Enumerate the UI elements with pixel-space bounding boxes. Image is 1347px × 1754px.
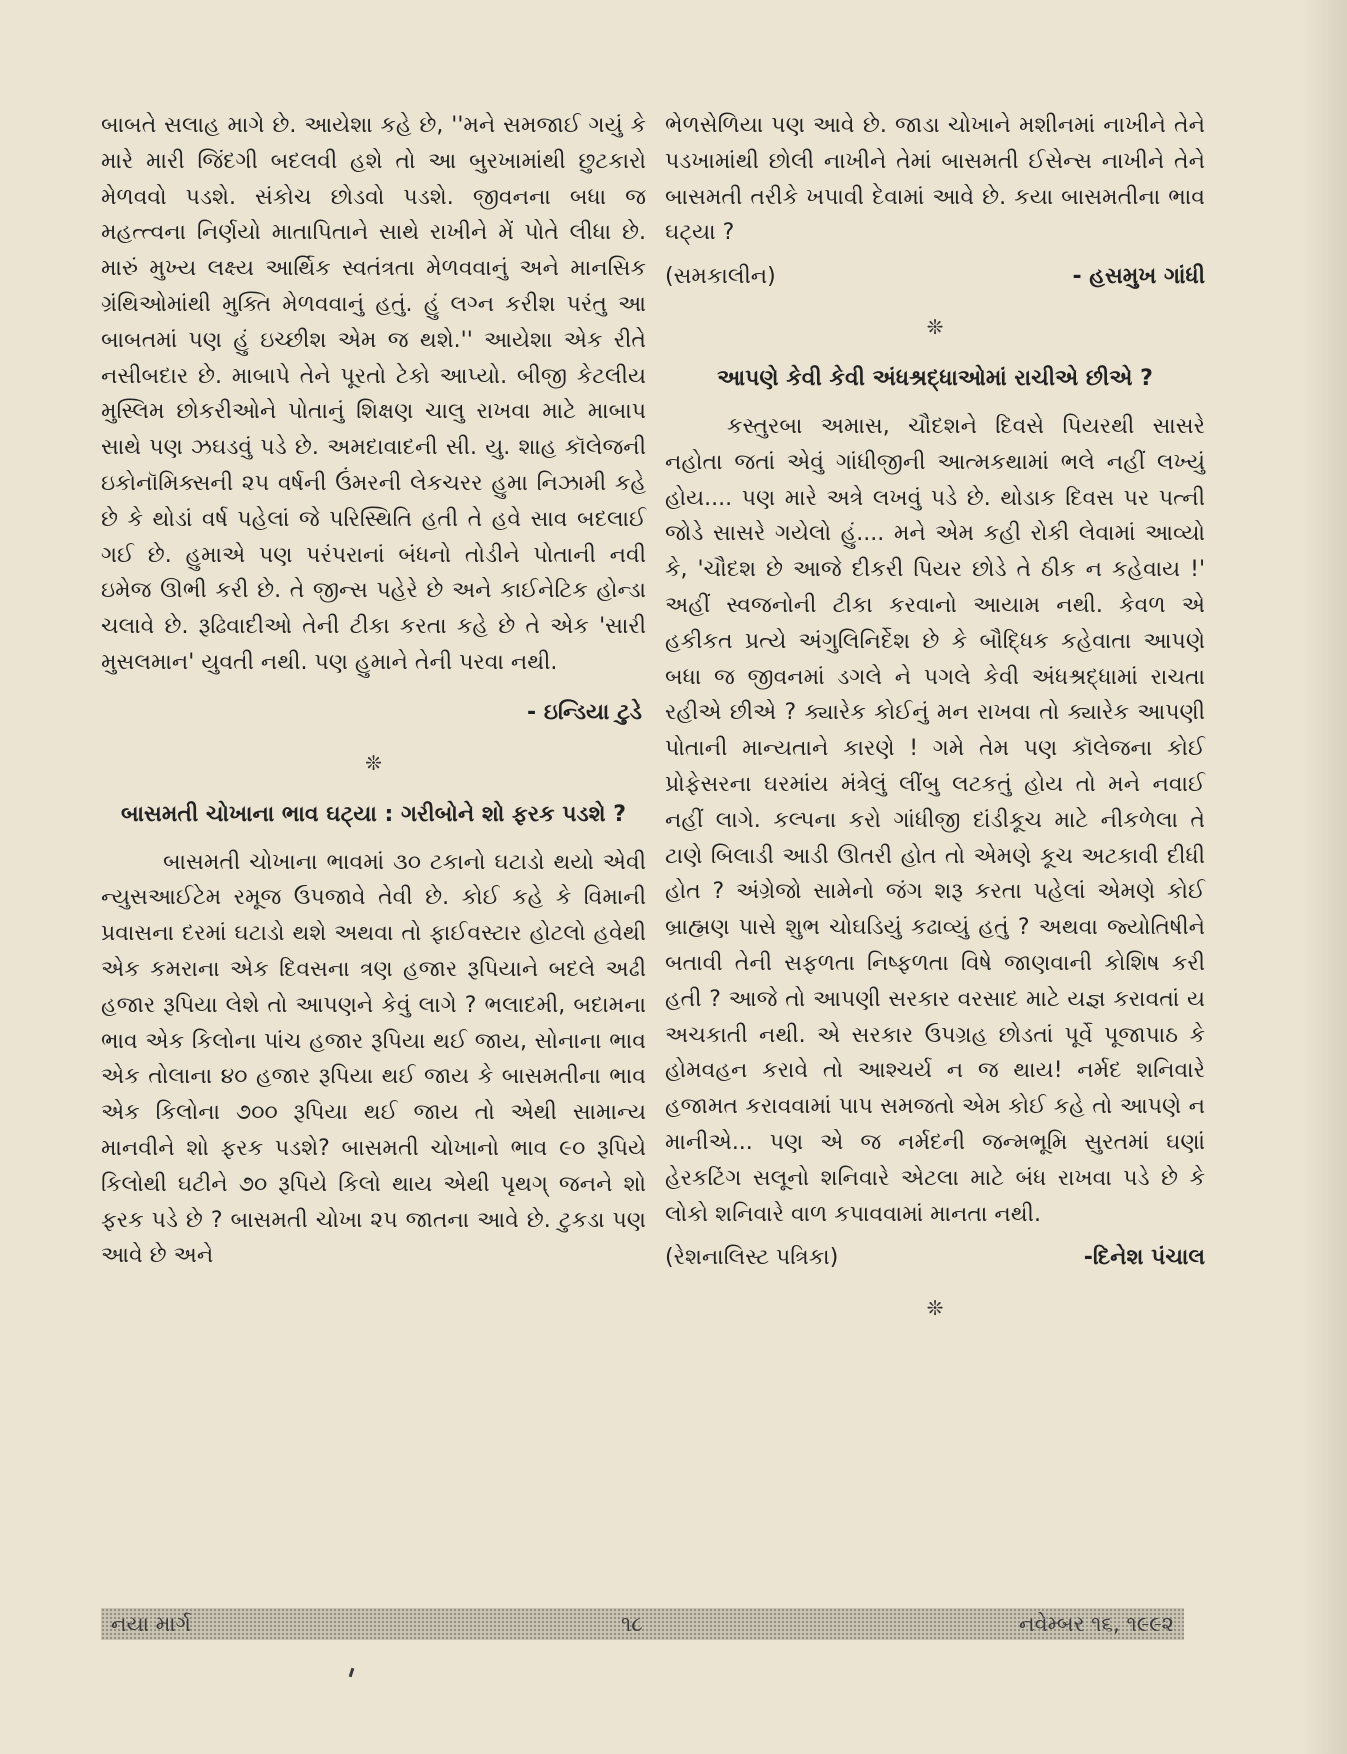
article-credit-row xyxy=(665,1240,1205,1276)
section-separator-icon: ❊ xyxy=(926,1296,944,1321)
article-paragraph: ભેળસેળિયા પણ આવે છે. જાડા ચોખાને મશીનમાં નાખીને તેને પડખામાંથી છોલી નાખીને તેમાં બાસમતી ઈસેન્સ નાખીને તેને બાસમતી તરીકે ખપાવી દેવામાં આવે છે. કયા બાસમતીના ભાવ ઘટ્યા ? xyxy=(665,113,1205,246)
article-paragraph: કસ્તુરબા અમાસ, ચૌદશને દિવસે પિયરથી સાસરે નહોતા જતાં એવું ગાંધીજીની આત્મકથામાં ભલે નહીં લખ્યું હોય.... પણ મારે અત્રે લખવું પડે છે. થોડાક દિવસ પર પત્ની જોડે સાસરે ગયેલો હું.... મને એમ કહી રોકી લેવામાં આવ્યો કે, 'ચૌદશ છે આજે દીકરી પિયર છોડે તે ઠીક ન કહેવાય !' અહીં સ્વજનોની ટીકા કરવાનો આયામ નથી. કેવળ એ હકીકત પ્રત્યે અંગુલિનિર્દેશ છે કે બૌદ્ધિક કહેવાતા આપણે બધા જ જીવનમાં ડગલે ને પગલે કેવી અંધશ્રદ્ધામાં રાચતા રહીએ છીએ ? ક્યારેક કોઈનું મન રાખવા તો ક્યારેક આપણી પોતાની માન્યતાને કારણે ! ગમે તેમ પણ કૉલેજના કોઈ પ્રોફેસરના ઘરમાંય મંત્રેલું લીંબુ લટકતું હોય તો મને નવાઈ નહીં લાગે. કલ્પના કરો ગાંધીજી દાંડીકૂચ માટે નીકળેલા તે ટાણે બિલાડી આડી ઊતરી હોત તો એમણે કૂચ અટકાવી દીધી હોત ? અંગ્રેજો સામેનો જંગ શરૂ કરતા પહેલાં એમણે કોઈ બ્રાહ્મણ પાસે શુભ ચોઘડિયું કઢાવ્યું હતું ? અથવા જ્યોતિષીને બતાવી તેની સફળતા નિષ્ફળતા વિષે જાણવાની કોશિષ કરી હતી ? આજે તો આપણી સરકાર વરસાદ માટે યજ્ઞ કરાવતાં ય અચકાતી નથી. એ સરકાર ઉપગ્રહ છોડતાં પૂર્વે પૂજાપાઠ કે હોમવહન કરાવે તો આશ્ચર્ય ન જ થાય! નર્મદ શનિવારે હજામત કરાવવામાં પાપ સમજતો એમ કોઈ કહે તો આપણે ન માનીએ... પણ એ જ નર્મદની જન્મભૂમિ સુરતમાં ઘણાં હેરકટિંગ સલૂનો શનિવારે એટલા માટે બંધ રાખવા પડે છે કે લોકો શનિવારે વાળ કપાવવામાં માનતા નથી. xyxy=(665,413,1205,1227)
article-source: (રેશનાલિસ્ટ પત્રિકા) xyxy=(665,1245,839,1271)
article-source: (સમકાલીન) xyxy=(665,264,776,290)
article-author: - હસમુખ ગાંધી xyxy=(1072,264,1205,290)
page-footer xyxy=(101,1608,1184,1640)
ink-mark xyxy=(349,1668,355,1677)
left-column xyxy=(101,108,646,1274)
page-number: ૧૮ xyxy=(621,1612,643,1636)
section-separator-icon: ❊ xyxy=(365,750,382,775)
article-paragraph: બાસમતી ચોખાના ભાવમાં ૩૦ ટકાનો ઘટાડો થયો એવી ન્યુસઆઈટેમ રમૂજ ઉપજાવે તેવી છે. કોઈ કહે કે વિમાની પ્રવાસના દરમાં ઘટાડો થશે અથવા તો ફાઈવસ્ટાર હોટલો હવેથી એક કમરાના એક દિવસના ત્રણ હજાર રૂપિયાને બદલે અઢી હજાર રૂપિયા લેશે તો આપણને કેવું લાગે ? ભલાદમી, બદામના ભાવ એક કિલોના પાંચ હજાર રૂપિયા થઈ જાય, સોનાના ભાવ એક તોલાના ૪૦ હજાર રૂપિયા થઈ જાય કે બાસમતીના ભાવ એક કિલોના ૭૦૦ રૂપિયા થઈ જાય તો એથી સામાન્ય માનવીને શો ફરક પડશે? બાસમતી ચોખાનો ભાવ ૯૦ રૂપિયે કિલોથી ઘટીને ૭૦ રૂપિયે કિલો થાય એથી પૃથગ્ જનને શો ફરક પડે છે ? બાસમતી ચોખા ૨૫ જાતના આવે છે. ટુકડા પણ આવે છે અને xyxy=(101,849,646,1269)
article-credit-row xyxy=(665,259,1205,295)
article-credit: - ઇન્ડિયા ટુડે xyxy=(527,699,642,725)
article-heading: બાસમતી ચોખાના ભાવ ઘટ્યા : ગરીબોને શો ફરક પડશે ? xyxy=(120,801,627,827)
issue-date: નવેમ્બર ૧૬, ૧૯૯૨ xyxy=(1018,1612,1174,1636)
article-heading: આપણે કેવી કેવી અંધશ્રદ્ધાઓમાં રાચીએ છીએ ? xyxy=(717,365,1153,391)
right-column xyxy=(665,108,1205,1342)
section-separator-icon: ❊ xyxy=(926,314,944,339)
article-paragraph: બાબતે સલાહ માગે છે. આયેશા કહે છે, ''મને સમજાઈ ગયું કે મારે મારી જિંદગી બદલવી હશે તો આ બુરખામાંથી છુટકારો મેળવવો પડશે. સંકોચ છોડવો પડશે. જીવનના બધા જ મહત્ત્વના નિર્ણયો માતાપિતાને સાથે રાખીને મેં પોતે લીધા છે. મારું મુખ્ય લક્ષ્ય આર્થિક સ્વતંત્રતા મેળવવાનું અને માનસિક ગ્રંથિઓમાંથી મુક્તિ મેળવવાનું હતું. હું લગ્ન કરીશ પરંતુ આ બાબતમાં પણ હું ઇચ્છીશ એમ જ થશે.'' આયેશા એક રીતે નસીબદાર છે. માબાપે તેને પૂરતો ટેકો આપ્યો. બીજી કેટલીય મુસ્લિમ છોકરીઓને પોતાનું શિક્ષણ ચાલુ રાખવા માટે માબાપ સાથે પણ ઝઘડવું પડે છે. અમદાવાદની સી. યુ. શાહ કૉલેજની ઇકોનૉમિક્સની ૨૫ વર્ષની ઉંમરની લેકચરર હુમા નિઝામી કહે છે કે થોડાં વર્ષ પહેલાં જે પરિસ્થિતિ હતી તે હવે સાવ બદલાઈ ગઈ છે. હુમાએ પણ પરંપરાનાં બંધનો તોડીને પોતાની નવી ઇમેજ ઊભી કરી છે. તે જીન્સ પહેરે છે અને કાઈનેટિક હોન્ડા ચલાવે છે. રૂઢિવાદીઓ તેની ટીકા કરતા કહે છે તે એક 'સારી મુસલમાન' યુવતી નથી. પણ હુમાને તેની પરવા નથી. xyxy=(101,113,646,675)
article-author: -દિનેશ પંચાલ xyxy=(1083,1245,1205,1271)
magazine-name: નયા માર્ગ xyxy=(111,1612,191,1636)
